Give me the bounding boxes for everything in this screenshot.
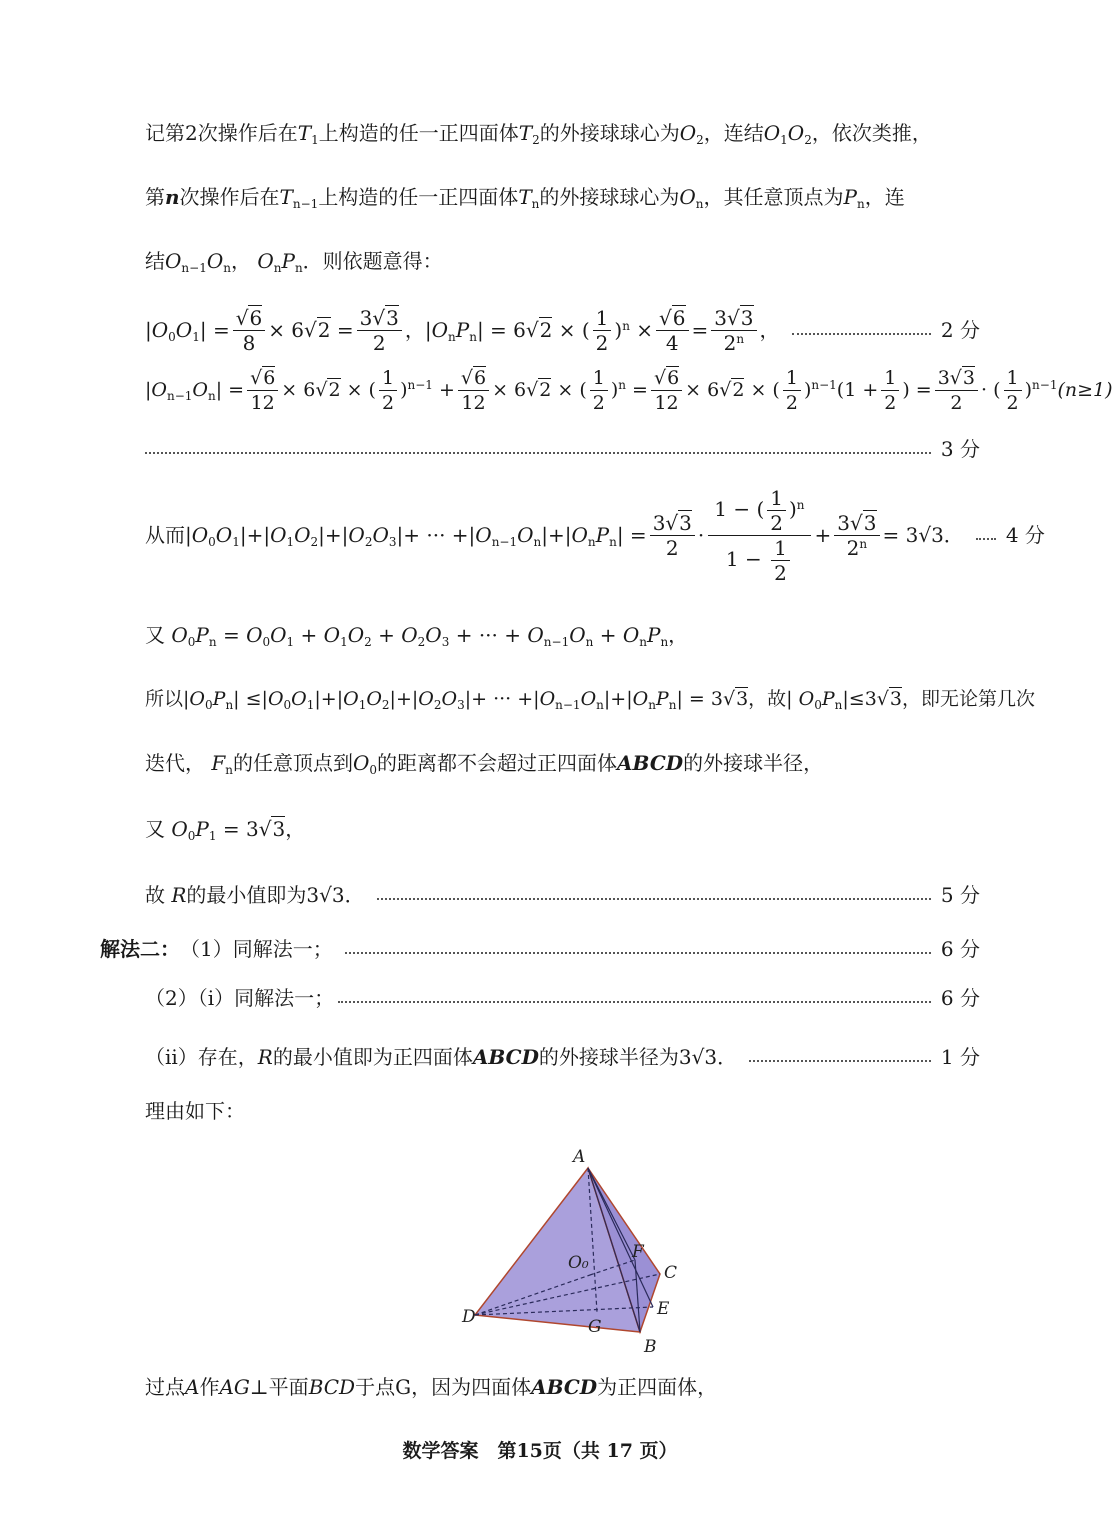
line-14: （2）（i）同解法一； 6 分 [145, 986, 980, 1010]
page-footer: 数学答案 第15页（共 17 页） [402, 1440, 678, 1462]
line-1: 记第2次操作后在$T_1$上构造的任一正四面体$T_2$的外接球球心为$O_2$，连结$O_1O_2$，依次类推， [145, 121, 932, 147]
line-11: 又 $O_0P_1 = 3√3$， [145, 817, 306, 843]
label-D: D [462, 1307, 476, 1327]
line-12: 故 R 的最小值即为3√3． 5 分 [145, 883, 980, 907]
label-E: E [657, 1299, 670, 1319]
line-16: 理由如下： [145, 1099, 245, 1123]
label-F: F [632, 1242, 644, 1262]
line-3: 结$O_{n-1}O_n$， $O_nP_n$．则依题意得： [145, 249, 443, 275]
line-15: （ii）存在， R 的最小值即为正四面体 ABCD 的外接球半径为3√3． 1 分 [145, 1045, 980, 1069]
label-G: G [588, 1317, 602, 1337]
label-B: B [644, 1337, 657, 1357]
label-C: C [664, 1263, 678, 1283]
line-8: 又 $O_0P_n = O_0O_1 + O_1O_2 + O_2O_3$ + ··· + $O_{n-1}O_n + O_nP_n$， [145, 623, 689, 649]
label-A: A [573, 1147, 586, 1167]
line-4-formula: $|O_0O_1|$ = $\frac{√6}{8}$ × 6√2 = $\frac{3√3}{2}$ ，$|O_nP_n| = 6√2$ × ( $\frac{1}{2}$ )$^n$ × $\frac{√6}{4}$ = $\frac{3√3}{2^n}$ ， 2 分 [145, 305, 980, 355]
line-10: 迭代， $F_n$的任意顶点到$O_0$的距离都不会超过正四面体ABCD的外接球半径， [145, 751, 824, 777]
line-9: 所以$|O_0P_n| \le|O_0O_1|+|O_1O_2|+|O_2O_3|+$ ··· $+|O_{n-1}O_n|+|O_nP_n| = 3√3$，故| $O_0P_n|\le 3√3$，即无论第几次 [145, 688, 1036, 712]
label-O0: O₀ [568, 1253, 589, 1273]
tetrahedron-figure [440, 1140, 700, 1365]
line-7-formula: 从而 $|O_0O_1|+|O_1O_2|+|O_2O_3|+$ ··· $+|O_{n-1}O_n|+|O_nP_n|$ = $\frac{3√3}{2}$ · 1 − ( $\frac{1}{2}$ )$^n$ 1 − $\frac{1}{2}$ + $\frac{3√3}{2^n}$ = 3√3． 4 分 [145, 485, 1045, 585]
line-6-score: 3 分 [145, 434, 980, 464]
line-17: 过点A作AG⊥平面BCD于点G，因为四面体ABCD为正四面体， [145, 1375, 718, 1399]
line-5-formula: $|O_{n-1}O_n|$ = $\frac{√6}{12}$ × 6√2 × ( $\frac{1}{2}$ )$^{n-1}$ + $\frac{√6}{12}$ × 6√2 × ( $\frac{1}{2}$ )$^n$ = $\frac{√6}{12}$ × 6√2 × ( $\frac{1}{2}$ )$^{n-1}$(1 + $\frac{1}{2}$ ) = $\frac{3√3}{2}$ · ( $\frac{1}{2}$ )$^{n-1}$(n≥1) [145, 366, 1113, 414]
line-2: 第n次操作后在$T_{n-1}$上构造的任一正四面体$T_n$的外接球球心为$O_n$，其任意顶点为$P_n$，连 [145, 185, 905, 211]
line-13: 解法二： （1）同解法一； 6 分 [100, 937, 980, 961]
